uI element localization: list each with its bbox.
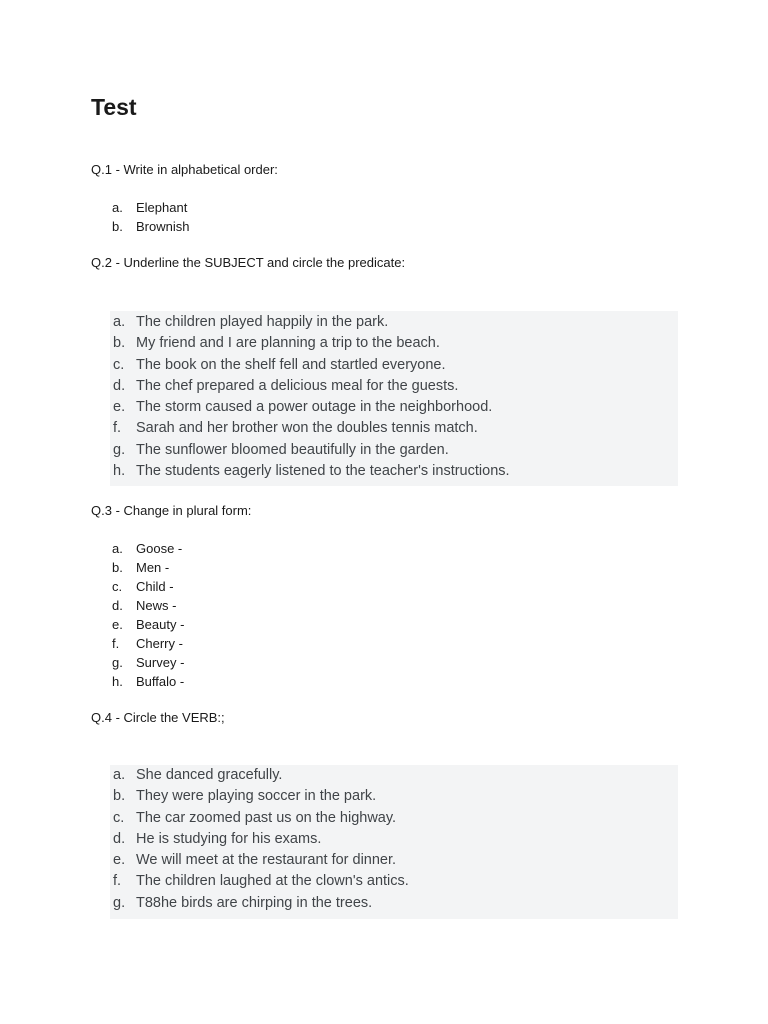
list-marker: a. — [113, 314, 126, 330]
list-marker: b. — [113, 335, 126, 352]
list-marker: d. — [113, 830, 126, 847]
list-marker: e. — [113, 399, 126, 416]
list-item — [110, 850, 678, 871]
list-marker: a. — [112, 200, 123, 215]
list-item-text: The car zoomed past us on the highway. — [136, 809, 397, 826]
list-item — [110, 829, 678, 850]
list-item-text: The sunflower bloomed beautifully in the garden. — [136, 441, 449, 458]
list-marker: e. — [113, 852, 126, 869]
question-4-block — [110, 765, 678, 919]
list-marker: b. — [112, 219, 123, 234]
list-marker: c. — [112, 579, 123, 594]
list-item — [110, 440, 678, 461]
list-marker: d. — [112, 598, 123, 613]
list-marker: h. — [113, 463, 126, 480]
list-item-text: Sarah and her brother won the doubles tennis match. — [136, 420, 478, 437]
list-marker: c. — [113, 356, 125, 373]
list-item-text: She danced gracefully. — [136, 767, 283, 783]
list-item-text: Buffalo - — [136, 674, 185, 689]
list-item — [110, 786, 678, 807]
list-marker: c. — [113, 809, 125, 826]
list-item — [110, 461, 678, 482]
list-item-text: Beauty - — [136, 617, 185, 632]
list-item — [110, 312, 678, 333]
list-marker: g. — [113, 441, 126, 458]
list-item-text: We will meet at the restaurant for dinner. — [136, 852, 397, 869]
question-4-list — [110, 765, 678, 914]
list-item-text: Brownish — [136, 219, 190, 234]
list-item — [110, 893, 678, 914]
list-item-text: The students eagerly listened to the teacher's instructions. — [136, 463, 510, 480]
list-item — [110, 871, 678, 892]
list-item — [110, 765, 678, 786]
list-item — [110, 397, 678, 418]
list-item-text: Survey - — [136, 655, 185, 670]
list-item-text: Child - — [136, 579, 174, 594]
question-3-prompt: Q.3 - Change in plural form: — [91, 503, 252, 518]
list-item — [110, 418, 678, 439]
list-marker: g. — [113, 894, 126, 911]
list-item — [110, 808, 678, 829]
question-1-prompt: Q.1 - Write in alphabetical order: — [91, 162, 278, 177]
list-marker: e. — [112, 617, 123, 632]
list-item-text: Men - — [136, 560, 170, 575]
list-marker: h. — [112, 674, 123, 689]
list-item — [110, 333, 678, 354]
list-item-text: The children played happily in the park. — [136, 314, 389, 330]
question-4-prompt: Q.4 - Circle the VERB:; — [91, 710, 225, 725]
list-marker: b. — [113, 788, 126, 805]
list-item-text: T88he birds are chirping in the trees. — [136, 894, 373, 911]
list-marker: b. — [112, 560, 123, 575]
question-2-block — [110, 311, 678, 486]
list-item — [110, 376, 678, 397]
list-item-text: Goose - — [136, 541, 183, 556]
list-item-text: He is studying for his exams. — [136, 830, 322, 847]
list-marker: f. — [113, 873, 122, 890]
list-item-text: The book on the shelf fell and startled everyone. — [136, 356, 446, 373]
list-marker: g. — [112, 655, 123, 670]
document-title: Test — [91, 94, 137, 120]
list-item-text: Cherry - — [136, 636, 183, 651]
list-item-text: My friend and I are planning a trip to the beach. — [136, 335, 440, 352]
list-item-text: The children laughed at the clown's antics. — [136, 873, 409, 890]
list-marker: f. — [113, 420, 122, 437]
list-item-text: They were playing soccer in the park. — [136, 788, 377, 805]
list-item-text: Elephant — [136, 200, 188, 215]
list-marker: a. — [113, 767, 126, 783]
question-2-list — [110, 311, 678, 482]
list-item-text: The chef prepared a delicious meal for the guests. — [136, 377, 459, 394]
list-item-text: The storm caused a power outage in the neighborhood. — [136, 399, 493, 416]
list-marker: a. — [112, 541, 123, 556]
list-item-text: News - — [136, 598, 177, 613]
list-item — [110, 355, 678, 376]
list-marker: f. — [112, 636, 120, 651]
question-2-prompt: Q.2 - Underline the SUBJECT and circle the predicate: — [91, 255, 406, 270]
list-marker: d. — [113, 377, 126, 394]
